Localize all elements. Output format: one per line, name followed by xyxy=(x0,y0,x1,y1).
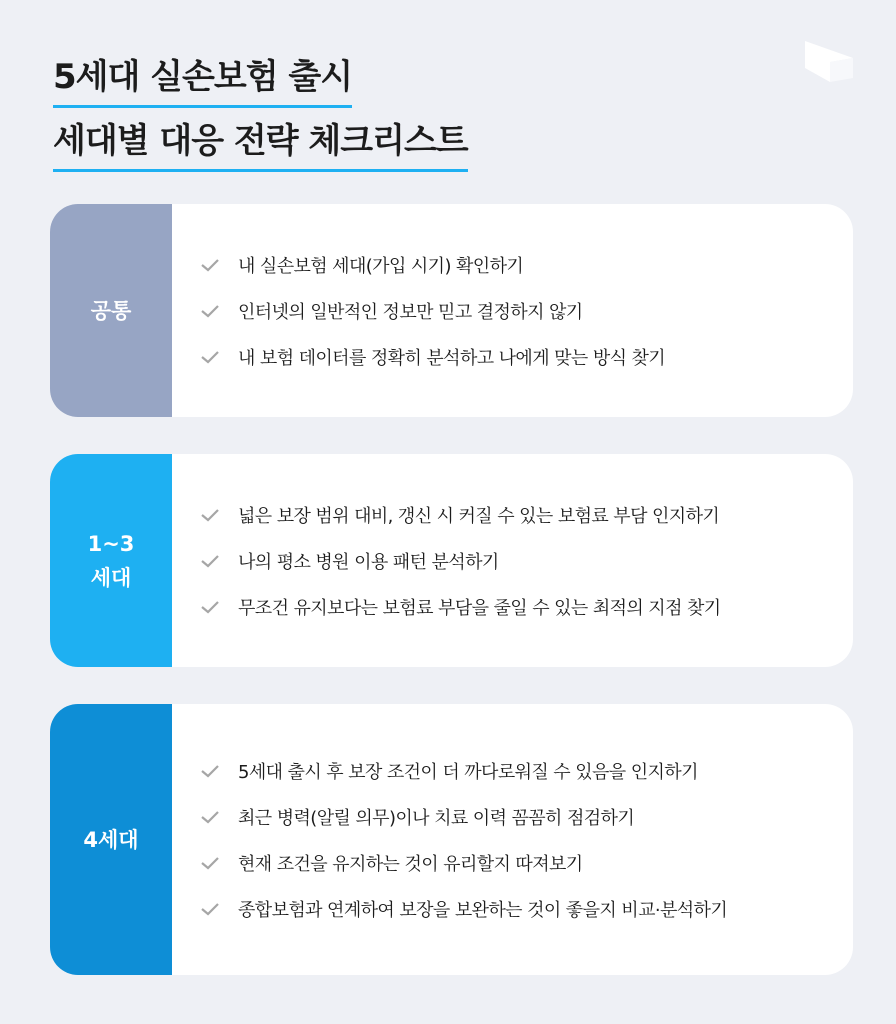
checkmark-icon xyxy=(200,303,220,319)
checklist-item-text: 무조건 유지보다는 보험료 부담을 줄일 수 있는 최적의 지점 찾기 xyxy=(238,597,721,619)
brand-logo-icon xyxy=(802,38,856,86)
checklist-item-text: 내 보험 데이터를 정확히 분석하고 나에게 맞는 방식 찾기 xyxy=(238,347,666,369)
checkmark-icon xyxy=(200,901,220,917)
section-common-card xyxy=(50,204,853,417)
section-label-text: 공통 xyxy=(90,298,132,323)
page-title-line1: 5세대 실손보험 출시 xyxy=(53,57,352,108)
checkmark-icon xyxy=(200,809,220,825)
checklist-item xyxy=(200,288,853,334)
checklist-item xyxy=(200,538,853,584)
checklist-item xyxy=(200,840,853,886)
section-label-common xyxy=(50,204,172,417)
checklist-item xyxy=(200,334,853,380)
section-label-text: 4세대 xyxy=(83,827,139,852)
section-label-gen13 xyxy=(50,454,172,667)
section-gen13-card xyxy=(50,454,853,667)
checklist-item xyxy=(200,242,853,288)
checklist xyxy=(172,204,853,417)
checklist-item-text: 현재 조건을 유지하는 것이 유리할지 따져보기 xyxy=(238,853,583,875)
checkmark-icon xyxy=(200,763,220,779)
checklist-item-text: 5세대 출시 후 보장 조건이 더 까다로워질 수 있음을 인지하기 xyxy=(238,761,698,783)
checklist-item xyxy=(200,794,853,840)
checklist xyxy=(172,454,853,667)
checklist-item-text: 넓은 보장 범위 대비, 갱신 시 커질 수 있는 보험료 부담 인지하기 xyxy=(238,505,720,527)
checklist-item xyxy=(200,584,853,630)
checklist-item-text: 나의 평소 병원 이용 패턴 분석하기 xyxy=(238,551,499,573)
checkmark-icon xyxy=(200,599,220,615)
checklist-item-text: 종합보험과 연계하여 보장을 보완하는 것이 좋을지 비교·분석하기 xyxy=(238,899,728,921)
checkmark-icon xyxy=(200,553,220,569)
checklist-item xyxy=(200,886,853,932)
section-label-text: 1~3 xyxy=(87,531,135,556)
section-label-text: 세대 xyxy=(90,565,132,590)
checklist-item-text: 인터넷의 일반적인 정보만 믿고 결정하지 않기 xyxy=(238,301,583,323)
checklist-item-text: 내 실손보험 세대(가입 시기) 확인하기 xyxy=(238,255,524,277)
checklist xyxy=(172,704,853,975)
checkmark-icon xyxy=(200,257,220,273)
checkmark-icon xyxy=(200,507,220,523)
page-title-line2: 세대별 대응 전략 체크리스트 xyxy=(53,121,468,172)
section-gen4-card xyxy=(50,704,853,975)
checkmark-icon xyxy=(200,349,220,365)
checkmark-icon xyxy=(200,855,220,871)
checklist-item-text: 최근 병력(알릴 의무)이나 치료 이력 꼼꼼히 점검하기 xyxy=(238,807,635,829)
section-label-gen4 xyxy=(50,704,172,975)
checklist-item xyxy=(200,492,853,538)
checklist-item xyxy=(200,748,853,794)
